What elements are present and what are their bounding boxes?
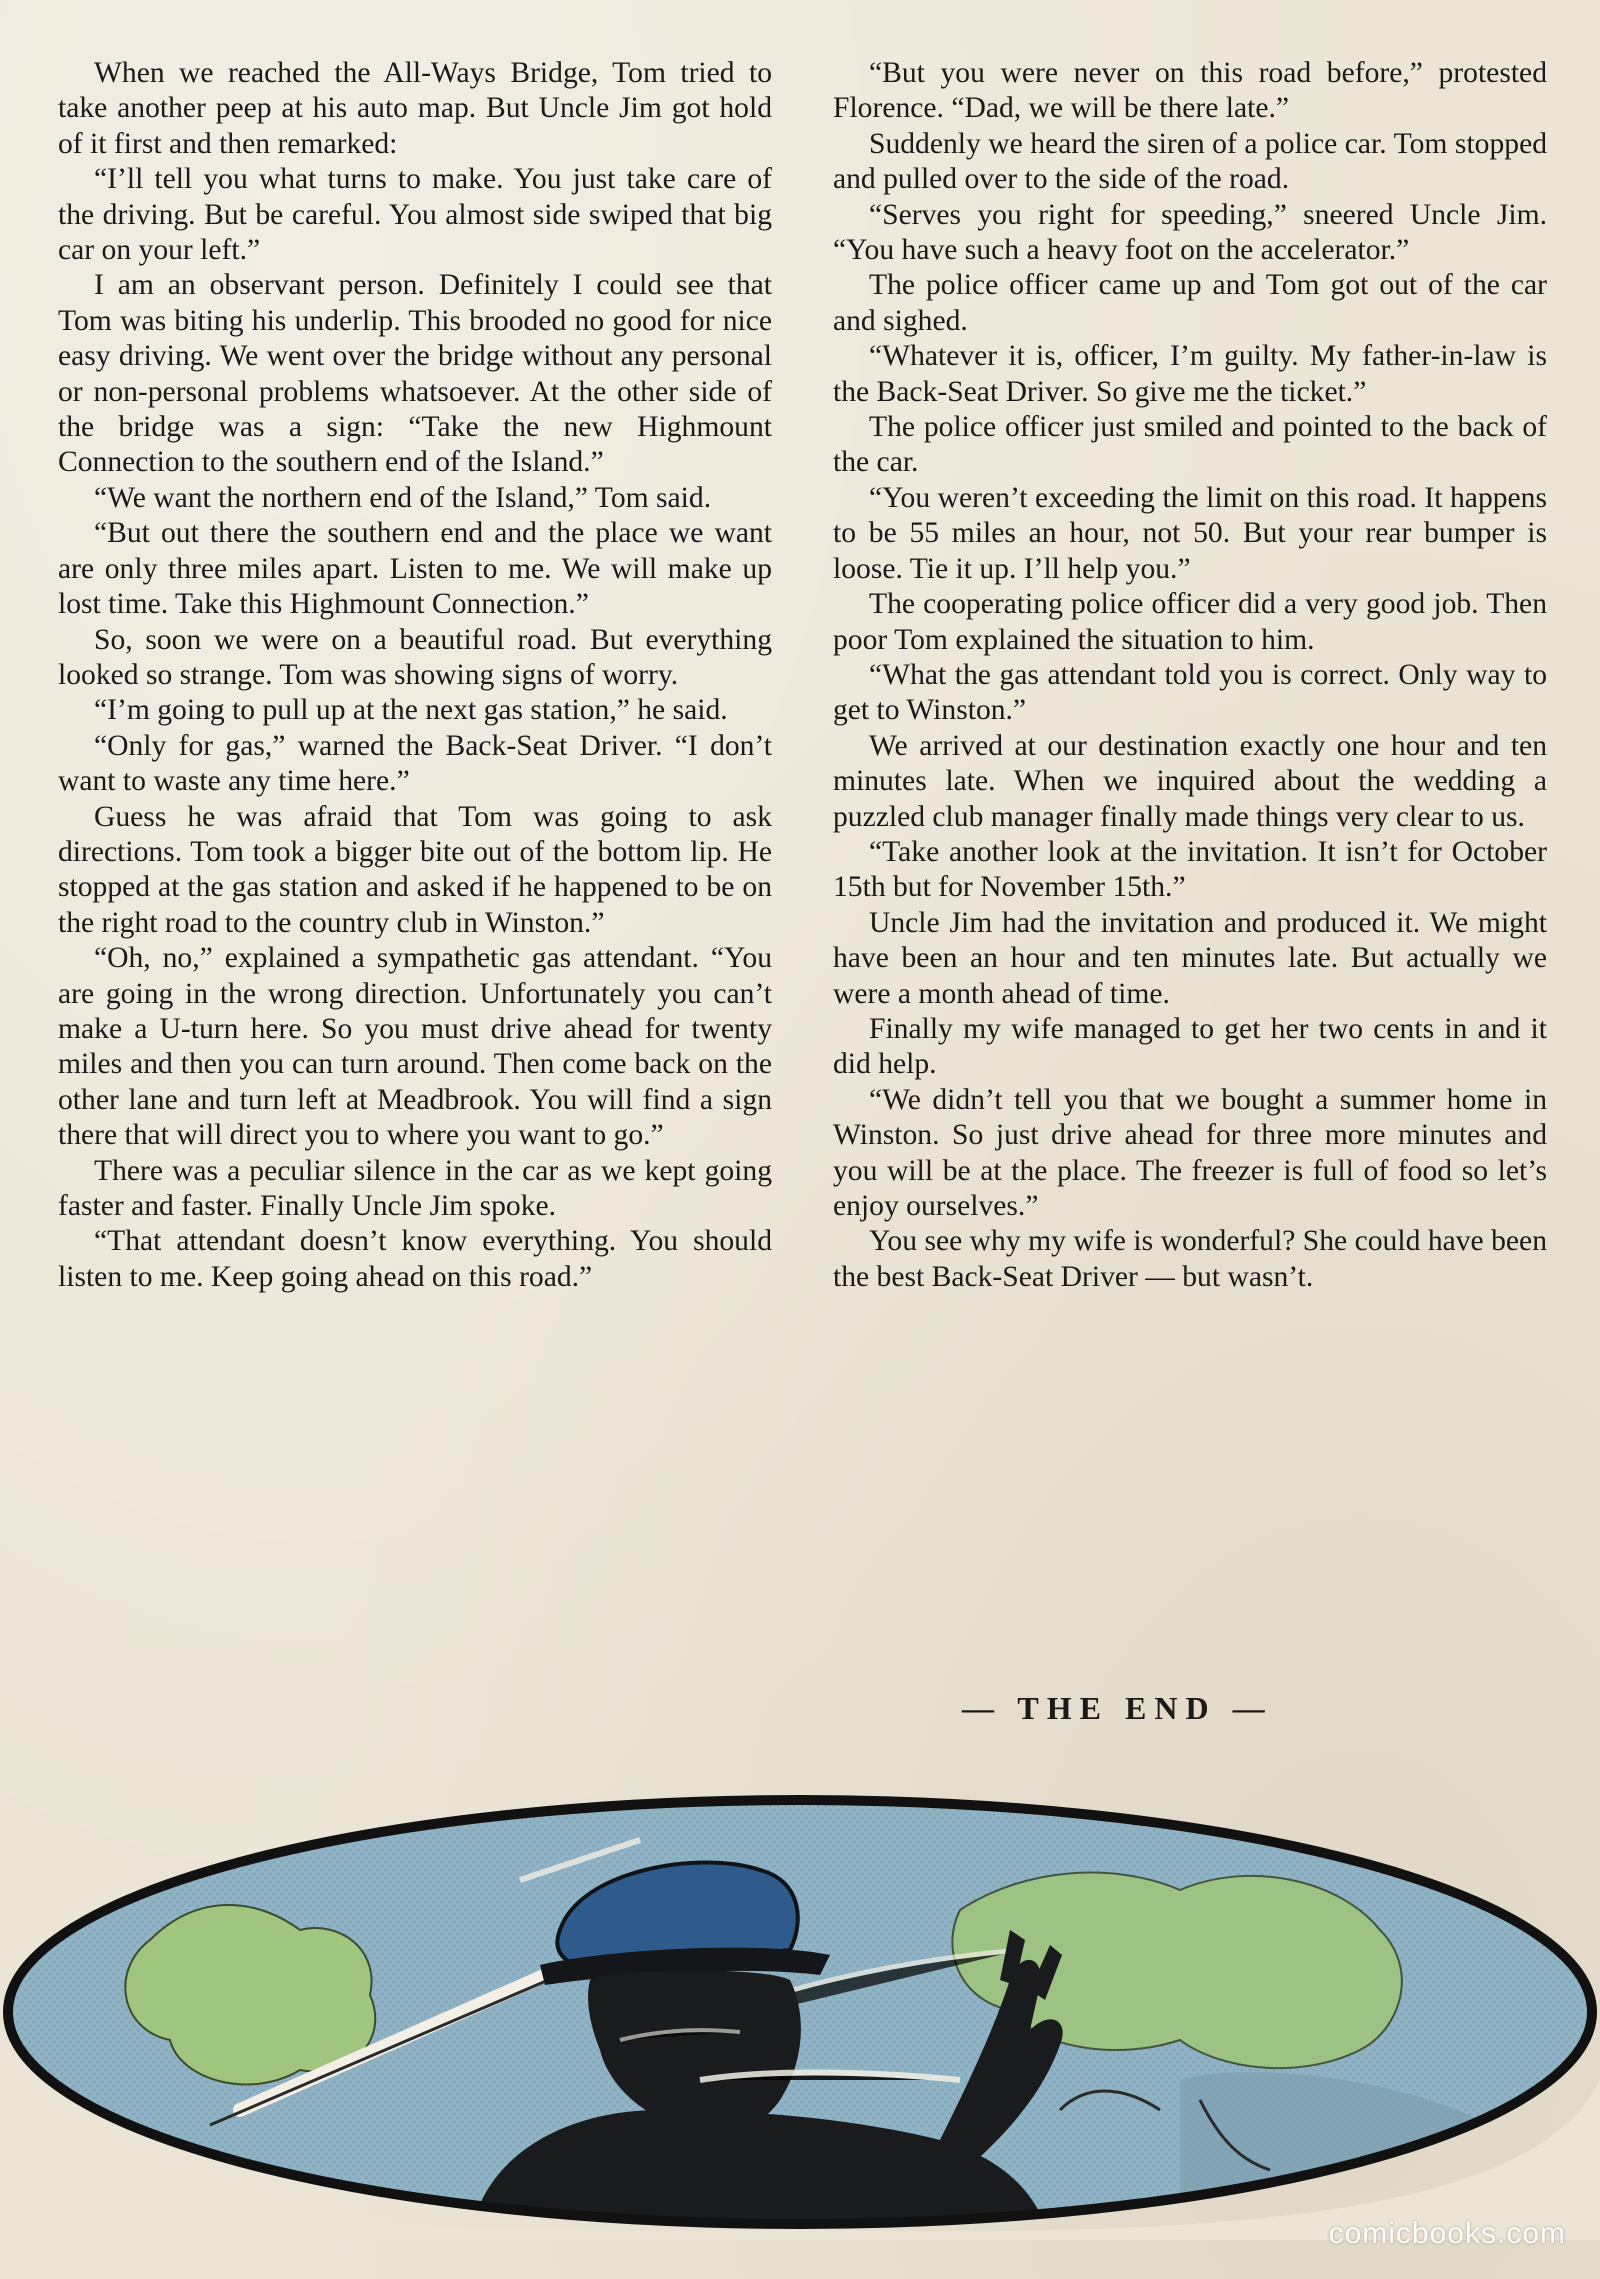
paragraph: “Take another look at the invitation. It isn’t for October 15th but for November 15th.” bbox=[833, 835, 1547, 904]
paragraph: “I’ll tell you what turns to make. You just take care of the driving. But be careful. You almost side swiped that big car on your left.” bbox=[58, 163, 772, 267]
paragraph: Uncle Jim had the invitation and produced it. We might have been an hour and ten minutes late. But actually we were a month ahead of time. bbox=[833, 906, 1547, 1010]
the-end-label: — THE END — bbox=[962, 1690, 1273, 1726]
paragraph: The police officer came up and Tom got out of the car and sighed. bbox=[833, 269, 1547, 337]
story-column-left bbox=[58, 56, 772, 1295]
paragraph: You see why my wife is wonderful? She could have been the best Back-Seat Driver — but wasn’t. bbox=[833, 1225, 1547, 1293]
watermark-text: comicbooks.com bbox=[1328, 2217, 1566, 2250]
paragraph: “Serves you right for speeding,” sneered Uncle Jim. “You have such a heavy foot on the accelerator.” bbox=[833, 198, 1547, 267]
paragraph: I am an observant person. Definitely I could see that Tom was biting his underlip. This brooded no good for nice easy driving. We went over the bridge without any personal or non-personal problems whatsoever. At the other side of the bridge was a sign: “Take the new Highmount Connection to the southern end of the Island.” bbox=[58, 269, 772, 479]
paragraph: When we reached the All-Ways Bridge, Tom tried to take another peep at his auto map. But Uncle Jim got hold of it first and then remarked: bbox=[58, 57, 772, 160]
paragraph: “Only for gas,” warned the Back-Seat Driver. “I don’t want to waste any time here.” bbox=[58, 729, 772, 798]
paragraph: “But you were never on this road before,” protested Florence. “Dad, we will be there late.” bbox=[833, 57, 1547, 125]
paragraph: “That attendant doesn’t know everything. You should listen to me. Keep going ahead on this road.” bbox=[58, 1225, 772, 1293]
paragraph: “What the gas attendant told you is correct. Only way to get to Winston.” bbox=[833, 658, 1547, 727]
paragraph: “I’m going to pull up at the next gas station,” he said. bbox=[94, 694, 728, 727]
paragraph: “But out there the southern end and the place we want are only three miles apart. Listen to me. We will make up lost time. Take this Highmount Connection.” bbox=[58, 517, 772, 621]
paragraph: “Oh, no,” explained a sympathetic gas attendant. “You are going in the wrong direction. Unfortunately you can’t make a U-turn here. So you must drive ahead for twenty miles and then you can turn around. Then come back on the other lane and turn left at Meadbrook. You will find a sign there that will direct you to where you want to go.” bbox=[58, 942, 772, 1152]
paragraph: “Whatever it is, officer, I’m guilty. My father-in-law is the Back-Seat Driver. So give me the ticket.” bbox=[833, 340, 1547, 408]
paragraph: Finally my wife managed to get her two cents in and it did help. bbox=[833, 1012, 1547, 1081]
paragraph: “We didn’t tell you that we bought a summer home in Winston. So just drive ahead for three more minutes and you will be at the place. The freezer is full of food so let’s enjoy ourselves.” bbox=[833, 1083, 1547, 1222]
paragraph: There was a peculiar silence in the car as we kept going faster and faster. Finally Uncle Jim spoke. bbox=[58, 1154, 772, 1222]
paragraph: “You weren’t exceeding the limit on this road. It happens to be 55 miles an hour, not 50. But your rear bumper is loose. Tie it up. I’ll help you.” bbox=[833, 481, 1547, 585]
paragraph: The cooperating police officer did a very good job. Then poor Tom explained the situation to him. bbox=[833, 588, 1547, 656]
car-window-illustration bbox=[0, 1780, 1600, 2240]
story-column-right bbox=[833, 56, 1547, 1295]
paragraph: We arrived at our destination exactly one hour and ten minutes late. When we inquired about the wedding a puzzled club manager finally made things very clear to us. bbox=[833, 729, 1547, 833]
paragraph: “We want the northern end of the Island,” Tom said. bbox=[94, 481, 712, 514]
paragraph: Suddenly we heard the siren of a police car. Tom stopped and pulled over to the side of the road. bbox=[833, 127, 1547, 196]
paragraph: So, soon we were on a beautiful road. But everything looked so strange. Tom was showing signs of worry. bbox=[58, 623, 772, 691]
paragraph: The police officer just smiled and pointed to the back of the car. bbox=[833, 411, 1547, 479]
paragraph: Guess he was afraid that Tom was going to ask directions. Tom took a bigger bite out of the bottom lip. He stopped at the gas station and asked if he happened to be on the right road to the country club in Winston.” bbox=[58, 800, 772, 939]
